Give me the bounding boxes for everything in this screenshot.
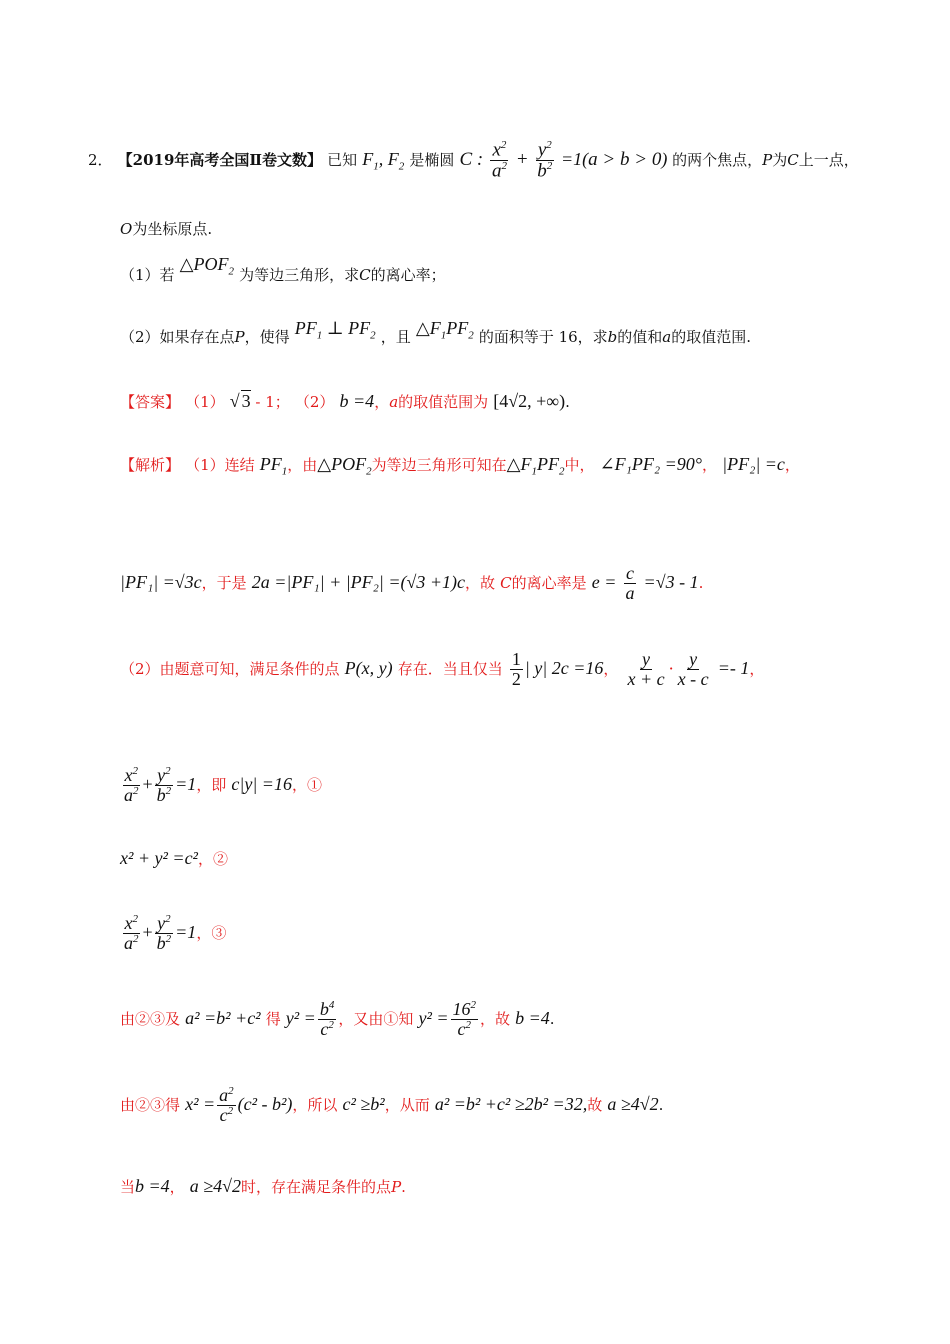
- text: ，故: [480, 1009, 511, 1028]
- math-triangle-pof2: $\triangle POF_2$: [179, 254, 234, 278]
- math-frac-b4c2: $\frac{b^4}{c^2}$: [319, 999, 335, 1039]
- text: ∠F₁PF₂ =90°: [599, 454, 703, 474]
- math-ellipse: C : $\frac{x^2}{a^2}$ + $\frac{y^2}{b^2}$ =1(a > b > 0): [459, 139, 668, 182]
- text: ，: [749, 659, 765, 678]
- problem-source: 【2019年高考全国Ⅱ卷文数】: [117, 151, 323, 170]
- text: a: [389, 393, 399, 411]
- text: a ≥4√2: [607, 1093, 659, 1114]
- text: C: [500, 573, 512, 592]
- text: ，③: [196, 923, 227, 942]
- text: 是椭圆: [409, 151, 455, 170]
- math-frac-y2b2: $\frac{y^2}{b^2}$: [156, 765, 172, 805]
- text: 的离心率；: [370, 266, 446, 284]
- text: （2）: [294, 393, 335, 411]
- final-line: [120, 1176, 950, 1197]
- math-triangle: $\triangle POF_2$: [317, 454, 372, 478]
- text: C: [787, 151, 799, 170]
- text: ，: [702, 456, 718, 474]
- text: 的离心率是: [511, 573, 587, 592]
- math-triangle-f1pf2: $\triangle F_1PF_2$: [415, 318, 474, 342]
- text: b =4: [135, 1176, 170, 1196]
- text: P: [391, 1178, 402, 1196]
- text: ，即: [196, 775, 227, 794]
- equation-3: $\frac{x^2}{a^2}$ + $\frac{y^2}{b^2}$ =1，③: [124, 913, 227, 953]
- text: .: [565, 393, 570, 411]
- text: 2a =|PF₁| + |PF₂| =(√3 +1)c: [251, 571, 466, 592]
- text: a ≥4√2: [189, 1176, 242, 1196]
- problem-line-2: [120, 218, 950, 239]
- text: |PF₁| =√3c: [120, 571, 202, 592]
- math-frac-slope-1: $\frac{y}{x + c}$: [627, 649, 665, 689]
- math-frac-1-2: $\frac{1}{2}$: [511, 649, 521, 689]
- derivation-2: [120, 1086, 950, 1125]
- answer-label: 【答案】: [120, 393, 181, 411]
- problem-number: 2．: [88, 151, 113, 170]
- equation-1: $\frac{x^2}{a^2}$ + $\frac{y^2}{b^2}$ =1，即 c|y| =16，①: [124, 765, 322, 805]
- text: 3: [241, 391, 251, 411]
- text: ，又由①知: [338, 1009, 414, 1028]
- text: (c² - b²): [237, 1093, 293, 1114]
- math-perpendicular: $PF_1$ ⊥ $PF_2$: [294, 318, 376, 342]
- text: 上一点，: [798, 151, 859, 170]
- math-frac-y2b2: $\frac{y^2}{b^2}$: [156, 913, 172, 953]
- text: =1: [175, 773, 197, 794]
- text: =- 1: [717, 657, 750, 678]
- text: a² =b² +c²: [185, 1007, 261, 1028]
- text: ，: [374, 393, 390, 411]
- text: .: [549, 1009, 555, 1028]
- text: a: [662, 328, 672, 346]
- text: b: [607, 328, 618, 346]
- text: P: [762, 151, 773, 170]
- answer-line: [120, 390, 950, 412]
- solution-part-2: （2）由题意可知，满足条件的点 P(x, y) 存在．当且仅当 $\frac{1}{2}$ | y| 2c =16， $\frac{y}{x + c}$ · $\frac{y}{x - c}$ =- 1，: [120, 649, 765, 689]
- text: y² =: [418, 1007, 449, 1028]
- problem-line-1: [88, 140, 950, 182]
- text: 为坐标原点.: [132, 220, 213, 238]
- text: ，且: [380, 328, 411, 346]
- text: 得: [265, 1009, 281, 1028]
- math-frac-slope-2: $\frac{y}{x - c}$: [677, 649, 709, 689]
- text: e =: [591, 571, 617, 592]
- text: .: [401, 1178, 406, 1196]
- math-f1-f2: $F_1$, $F_2$: [362, 149, 405, 173]
- text: 中，: [564, 456, 595, 474]
- text: 时，存在满足条件的点: [241, 1178, 392, 1196]
- text: |PF₂| =c: [722, 454, 785, 474]
- answer-range: [4√2, +∞): [493, 391, 566, 411]
- text: 存在．当且仅当: [397, 659, 503, 678]
- text: =1: [175, 921, 197, 942]
- math-frac-x2a2: $\frac{x^2}{a^2}$: [124, 913, 139, 953]
- text: 故: [587, 1095, 603, 1114]
- text: ，于是: [201, 573, 247, 592]
- text: x² + y² =c²: [120, 848, 198, 868]
- math-frac-a2c2: $\frac{a^2}{c^2}$: [219, 1085, 234, 1125]
- text: 为等边三角形，求: [239, 266, 360, 284]
- math-frac-c-a: $\frac{c}{a}$: [625, 563, 635, 603]
- text: 由②③及: [120, 1009, 181, 1028]
- text: .: [698, 573, 704, 592]
- text: ，从而: [384, 1095, 430, 1114]
- math-triangle: $\triangle F_1PF_2$: [506, 454, 565, 478]
- text: 当: [120, 1178, 136, 1196]
- text: （1）若: [120, 266, 175, 284]
- text: P(x, y): [344, 657, 393, 678]
- text: ，所以: [292, 1095, 338, 1114]
- question-2: [120, 318, 950, 350]
- text: 的两个焦点，: [672, 151, 763, 170]
- text: 的取值范围为: [398, 393, 489, 411]
- text: 已知: [327, 151, 358, 170]
- solution-line-1: [120, 454, 950, 478]
- equation-2: [120, 848, 950, 869]
- math-frac-x2a2: $\frac{x^2}{a^2}$: [124, 765, 139, 805]
- text: =√3 - 1: [643, 571, 699, 592]
- answer-2-value: b =4: [339, 391, 375, 411]
- text: - 1；: [250, 393, 290, 411]
- text: b =4: [515, 1007, 550, 1028]
- math-pf1: $PF_1$: [259, 454, 288, 478]
- text: c|y| =16: [231, 773, 292, 794]
- text: （1）: [185, 393, 225, 411]
- text: P: [234, 328, 245, 346]
- text: C: [359, 266, 371, 284]
- text: ，②: [197, 850, 228, 868]
- text: （2）由题意可知，满足条件的点: [120, 659, 340, 678]
- answer-1-value: √ 3: [229, 391, 251, 411]
- text: 由②③得: [120, 1095, 181, 1114]
- math-frac-16-2-c2: $\frac{16^2}{c^2}$: [452, 999, 476, 1039]
- text: 为: [772, 151, 788, 170]
- derivation-1: [120, 1000, 950, 1039]
- text: ，: [784, 456, 800, 474]
- text: O: [120, 220, 133, 238]
- text: 的值和: [617, 328, 663, 346]
- solution-label: 【解析】: [120, 456, 181, 474]
- text: 的面积等于 16，求: [478, 328, 608, 346]
- text: ，故: [465, 573, 496, 592]
- text: .: [658, 1095, 664, 1114]
- text: 的取值范围.: [671, 328, 752, 346]
- text: 为等边三角形可知在: [371, 456, 507, 474]
- text: ，: [169, 1178, 185, 1196]
- text: ，①: [291, 775, 322, 794]
- text: | y| 2c =16: [524, 657, 604, 678]
- text: y² =: [285, 1007, 316, 1028]
- text: c² ≥b²: [342, 1093, 385, 1114]
- text: （2）如果存在点: [120, 328, 235, 346]
- text: a² =b² +c² ≥2b² =32,: [434, 1093, 588, 1114]
- text: ，由: [287, 456, 318, 474]
- text: ，使得: [244, 328, 290, 346]
- solution-line-2: [120, 564, 950, 603]
- text: x² =: [185, 1093, 216, 1114]
- text: ，: [603, 659, 619, 678]
- question-1: [120, 254, 950, 288]
- text: （1）连结: [185, 456, 255, 474]
